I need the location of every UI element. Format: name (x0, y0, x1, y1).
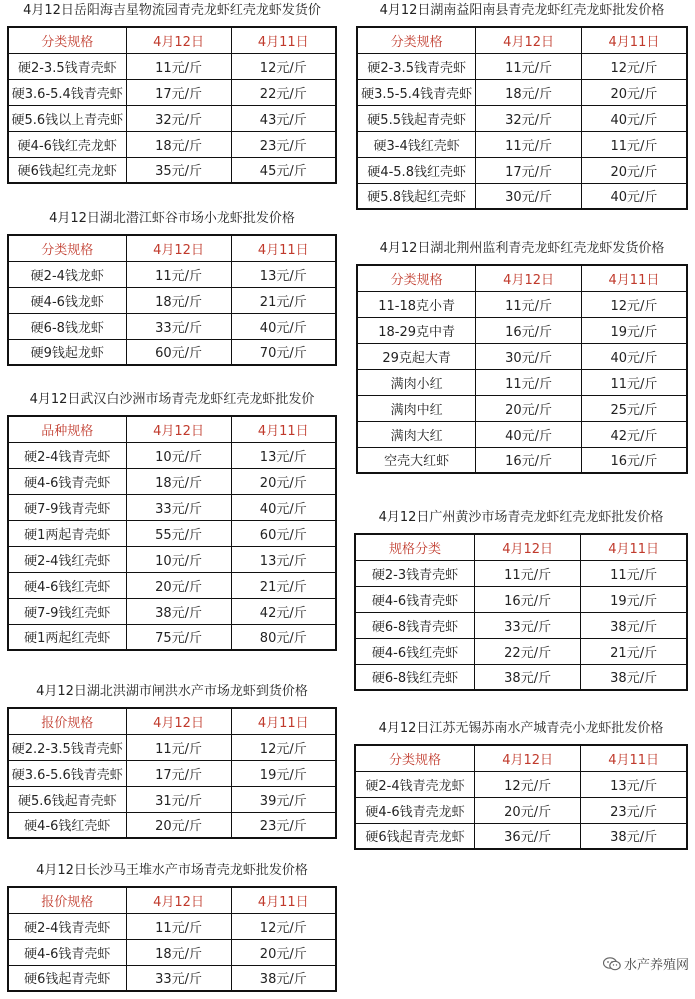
spec-cell: 硬4-6钱青壳虾 (355, 586, 475, 612)
header-date-today: 4月12日 (126, 235, 231, 261)
price-block-wuxi (354, 720, 688, 850)
table-row (355, 638, 687, 664)
spec-cell: 硬5.6钱起青壳虾 (8, 786, 126, 812)
price-cell: 11元/斤 (126, 734, 231, 760)
table-header-row (8, 887, 336, 913)
table-header-row (357, 265, 687, 291)
price-cell: 11元/斤 (581, 131, 687, 157)
table-row (8, 939, 336, 965)
spec-cell: 硬2-4钱青壳虾 (8, 913, 126, 939)
table-row (8, 287, 336, 313)
price-block-huangsha (354, 509, 688, 691)
price-cell: 12元/斤 (231, 734, 336, 760)
price-cell: 21元/斤 (581, 638, 687, 664)
table-title: 4月12日岳阳海吉星物流园青壳龙虾红壳龙虾发货价 (23, 3, 321, 18)
table-header-row (8, 416, 336, 442)
price-block-yueyang (7, 2, 337, 184)
price-cell: 40元/斤 (581, 183, 687, 209)
table-title: 4月12日长沙马王堆水产市场青壳龙虾批发价格 (36, 863, 308, 878)
price-cell: 13元/斤 (231, 546, 336, 572)
price-table (7, 26, 337, 184)
price-table (7, 707, 337, 839)
price-cell: 31元/斤 (126, 786, 231, 812)
header-spec: 分类规格 (8, 235, 126, 261)
header-spec: 报价规格 (8, 887, 126, 913)
header-date-prev: 4月11日 (231, 235, 336, 261)
price-cell: 19元/斤 (581, 586, 687, 612)
price-cell: 60元/斤 (126, 339, 231, 365)
price-block-yiyang (356, 2, 688, 210)
table-row (8, 468, 336, 494)
price-cell: 20元/斤 (126, 572, 231, 598)
price-cell: 20元/斤 (126, 812, 231, 838)
spec-cell: 硬3.6-5.6钱青壳虾 (8, 760, 126, 786)
price-cell: 16元/斤 (476, 447, 582, 473)
table-row (357, 343, 687, 369)
table-row (8, 520, 336, 546)
spec-cell: 硬5.8钱起红壳虾 (357, 183, 476, 209)
table-row (8, 442, 336, 468)
spec-cell: 硬4-6钱红壳虾 (8, 572, 126, 598)
price-cell: 33元/斤 (126, 965, 231, 991)
table-row (357, 395, 687, 421)
spec-cell: 硬2-4钱青壳虾 (8, 442, 126, 468)
spec-cell: 硬3-4钱红壳虾 (357, 131, 476, 157)
table-row (8, 157, 336, 183)
table-row (8, 546, 336, 572)
watermark-text: 水产养殖网 (623, 958, 689, 973)
price-cell: 38元/斤 (126, 598, 231, 624)
table-row (357, 157, 687, 183)
price-cell: 11元/斤 (476, 369, 582, 395)
header-spec: 分类规格 (357, 265, 476, 291)
price-cell: 11元/斤 (126, 913, 231, 939)
price-cell: 40元/斤 (231, 494, 336, 520)
table-row (8, 261, 336, 287)
price-cell: 19元/斤 (231, 760, 336, 786)
price-table (354, 533, 688, 691)
header-date-today: 4月12日 (476, 27, 582, 53)
price-cell: 20元/斤 (475, 797, 581, 823)
header-date-prev: 4月11日 (231, 416, 336, 442)
spec-cell: 硬2-4钱红壳虾 (8, 546, 126, 572)
spec-cell: 硬6钱起红壳龙虾 (8, 157, 126, 183)
price-block-baishazhou (7, 391, 337, 651)
price-cell: 42元/斤 (581, 421, 687, 447)
spec-cell: 硬4-6钱红壳虾 (355, 638, 475, 664)
price-cell: 22元/斤 (231, 79, 336, 105)
header-date-today: 4月12日 (126, 27, 231, 53)
table-row (8, 598, 336, 624)
price-cell: 17元/斤 (476, 157, 582, 183)
table-row (8, 965, 336, 991)
header-date-prev: 4月11日 (581, 534, 687, 560)
price-cell: 17元/斤 (126, 760, 231, 786)
price-cell: 18元/斤 (126, 131, 231, 157)
table-row (8, 53, 336, 79)
price-cell: 33元/斤 (126, 494, 231, 520)
price-table (354, 744, 688, 850)
table-title: 4月12日湖北潜江虾谷市场小龙虾批发价格 (49, 211, 295, 226)
price-cell: 12元/斤 (231, 913, 336, 939)
price-cell: 18元/斤 (126, 287, 231, 313)
price-cell: 11元/斤 (581, 560, 687, 586)
spec-cell: 11-18克小青 (357, 291, 476, 317)
price-cell: 38元/斤 (581, 612, 687, 638)
price-cell: 18元/斤 (126, 939, 231, 965)
spec-cell: 满肉小红 (357, 369, 476, 395)
spec-cell: 满肉中红 (357, 395, 476, 421)
spec-cell: 硬2-3.5钱青壳虾 (8, 53, 126, 79)
spec-cell: 空壳大红虾 (357, 447, 476, 473)
table-row (357, 105, 687, 131)
table-row (357, 369, 687, 395)
table-title: 4月12日广州黄沙市场青壳龙虾红壳龙虾批发价格 (378, 510, 664, 525)
spec-cell: 硬4-6钱青壳龙虾 (355, 797, 475, 823)
table-header-row (355, 534, 687, 560)
spec-cell: 硬3.6-5.4钱青壳虾 (8, 79, 126, 105)
header-date-prev: 4月11日 (231, 708, 336, 734)
spec-cell: 硬5.5钱起青壳虾 (357, 105, 476, 131)
table-row (8, 131, 336, 157)
header-spec: 分类规格 (355, 745, 475, 771)
price-cell: 38元/斤 (231, 965, 336, 991)
spec-cell: 硬5.6钱以上青壳虾 (8, 105, 126, 131)
spec-cell: 硬1两起青壳虾 (8, 520, 126, 546)
table-row (355, 823, 687, 849)
price-cell: 23元/斤 (231, 131, 336, 157)
price-cell: 18元/斤 (126, 468, 231, 494)
spec-cell: 硬6-8钱青壳虾 (355, 612, 475, 638)
price-table (7, 234, 337, 366)
table-row (355, 586, 687, 612)
price-cell: 55元/斤 (126, 520, 231, 546)
price-cell: 12元/斤 (581, 53, 687, 79)
table-row (8, 786, 336, 812)
header-date-today: 4月12日 (476, 265, 582, 291)
table-row (357, 317, 687, 343)
table-row (8, 624, 336, 650)
table-row (357, 131, 687, 157)
price-cell: 11元/斤 (126, 261, 231, 287)
header-date-prev: 4月11日 (231, 887, 336, 913)
price-cell: 36元/斤 (475, 823, 581, 849)
price-cell: 11元/斤 (126, 53, 231, 79)
table-row (8, 313, 336, 339)
header-date-prev: 4月11日 (581, 27, 687, 53)
price-cell: 21元/斤 (231, 572, 336, 598)
price-cell: 10元/斤 (126, 442, 231, 468)
price-cell: 38元/斤 (581, 823, 687, 849)
price-cell: 30元/斤 (476, 343, 582, 369)
header-spec: 规格分类 (355, 534, 475, 560)
spec-cell: 硬2-4钱龙虾 (8, 261, 126, 287)
price-cell: 40元/斤 (476, 421, 582, 447)
spec-cell: 硬2-4钱青壳龙虾 (355, 771, 475, 797)
price-cell: 17元/斤 (126, 79, 231, 105)
table-header-row (8, 27, 336, 53)
spec-cell: 硬6钱起青壳龙虾 (355, 823, 475, 849)
table-header-row (8, 235, 336, 261)
table-row (357, 53, 687, 79)
table-row (8, 339, 336, 365)
spec-cell: 硬4-6钱红壳龙虾 (8, 131, 126, 157)
header-date-prev: 4月11日 (231, 27, 336, 53)
price-block-honghu (7, 683, 337, 839)
spec-cell: 硬4-6钱青壳虾 (8, 468, 126, 494)
spec-cell: 硬2-3.5钱青壳虾 (357, 53, 476, 79)
price-cell: 38元/斤 (581, 664, 687, 690)
table-title: 4月12日武汉白沙洲市场青壳龙虾红壳龙虾批发价 (29, 392, 315, 407)
price-cell: 40元/斤 (231, 313, 336, 339)
price-cell: 19元/斤 (581, 317, 687, 343)
spec-cell: 硬1两起红壳虾 (8, 624, 126, 650)
spec-cell: 18-29克中青 (357, 317, 476, 343)
price-block-jianli (356, 240, 688, 474)
spec-cell: 硬9钱起龙虾 (8, 339, 126, 365)
price-cell: 75元/斤 (126, 624, 231, 650)
table-row (355, 797, 687, 823)
spec-cell: 硬3.5-5.4钱青壳虾 (357, 79, 476, 105)
price-cell: 11元/斤 (476, 291, 582, 317)
table-header-row (355, 745, 687, 771)
price-cell: 40元/斤 (581, 105, 687, 131)
price-cell: 25元/斤 (581, 395, 687, 421)
table-row (8, 79, 336, 105)
table-title: 4月12日湖南益阳南县青壳龙虾红壳龙虾批发价格 (379, 3, 665, 18)
table-row (8, 913, 336, 939)
price-cell: 70元/斤 (231, 339, 336, 365)
price-cell: 35元/斤 (126, 157, 231, 183)
price-cell: 20元/斤 (476, 395, 582, 421)
price-cell: 11元/斤 (475, 560, 581, 586)
table-row (357, 183, 687, 209)
price-table (7, 415, 337, 651)
header-date-prev: 4月11日 (581, 265, 687, 291)
price-cell: 16元/斤 (581, 447, 687, 473)
table-title: 4月12日江苏无锡苏南水产城青壳小龙虾批发价格 (378, 721, 664, 736)
price-cell: 40元/斤 (581, 343, 687, 369)
header-spec: 分类规格 (8, 27, 126, 53)
price-cell: 18元/斤 (476, 79, 582, 105)
price-cell: 22元/斤 (475, 638, 581, 664)
spec-cell: 硬4-6钱青壳虾 (8, 939, 126, 965)
price-cell: 11元/斤 (581, 369, 687, 395)
table-header-row (8, 708, 336, 734)
table-row (355, 560, 687, 586)
spec-cell: 硬7-9钱红壳虾 (8, 598, 126, 624)
price-cell: 45元/斤 (231, 157, 336, 183)
table-row (355, 612, 687, 638)
price-table (356, 264, 688, 474)
table-title: 4月12日湖北洪湖市闸洪水产市场龙虾到货价格 (36, 684, 308, 699)
table-row (355, 771, 687, 797)
price-cell: 12元/斤 (231, 53, 336, 79)
price-cell: 13元/斤 (231, 442, 336, 468)
header-date-today: 4月12日 (126, 887, 231, 913)
header-date-today: 4月12日 (126, 416, 231, 442)
price-cell: 33元/斤 (475, 612, 581, 638)
price-cell: 23元/斤 (231, 812, 336, 838)
price-block-changsha (7, 862, 337, 992)
price-cell: 42元/斤 (231, 598, 336, 624)
header-date-today: 4月12日 (475, 745, 581, 771)
price-cell: 80元/斤 (231, 624, 336, 650)
price-cell: 30元/斤 (476, 183, 582, 209)
price-cell: 38元/斤 (475, 664, 581, 690)
spec-cell: 硬6钱起青壳虾 (8, 965, 126, 991)
header-spec: 报价规格 (8, 708, 126, 734)
price-cell: 32元/斤 (126, 105, 231, 131)
price-cell: 60元/斤 (231, 520, 336, 546)
table-row (8, 760, 336, 786)
table-row (8, 572, 336, 598)
price-cell: 20元/斤 (231, 468, 336, 494)
price-cell: 21元/斤 (231, 287, 336, 313)
price-cell: 20元/斤 (231, 939, 336, 965)
price-cell: 43元/斤 (231, 105, 336, 131)
spec-cell: 硬4-6钱龙虾 (8, 287, 126, 313)
price-cell: 23元/斤 (581, 797, 687, 823)
price-cell: 12元/斤 (581, 291, 687, 317)
wechat-icon (603, 957, 621, 971)
header-spec: 分类规格 (357, 27, 476, 53)
table-row (8, 494, 336, 520)
header-date-today: 4月12日 (475, 534, 581, 560)
price-cell: 39元/斤 (231, 786, 336, 812)
spec-cell: 满肉大红 (357, 421, 476, 447)
spec-cell: 硬4-5.8钱红壳虾 (357, 157, 476, 183)
price-cell: 33元/斤 (126, 313, 231, 339)
price-cell: 20元/斤 (581, 79, 687, 105)
header-spec: 品种规格 (8, 416, 126, 442)
spec-cell: 硬2.2-3.5钱青壳虾 (8, 734, 126, 760)
spec-cell: 硬2-3钱青壳虾 (355, 560, 475, 586)
table-row (8, 105, 336, 131)
table-row (357, 291, 687, 317)
price-cell: 13元/斤 (581, 771, 687, 797)
spec-cell: 硬4-6钱红壳虾 (8, 812, 126, 838)
header-date-prev: 4月11日 (581, 745, 687, 771)
price-cell: 12元/斤 (475, 771, 581, 797)
table-row (355, 664, 687, 690)
price-table (7, 886, 337, 992)
price-cell: 10元/斤 (126, 546, 231, 572)
watermark (603, 954, 689, 973)
table-row (357, 447, 687, 473)
table-row (357, 421, 687, 447)
spec-cell: 硬7-9钱青壳虾 (8, 494, 126, 520)
price-cell: 11元/斤 (476, 131, 582, 157)
table-row (8, 734, 336, 760)
price-cell: 16元/斤 (475, 586, 581, 612)
price-cell: 32元/斤 (476, 105, 582, 131)
table-title: 4月12日湖北荆州监利青壳龙虾红壳龙虾发货价格 (379, 241, 665, 256)
price-cell: 20元/斤 (581, 157, 687, 183)
spec-cell: 硬6-8钱红壳虾 (355, 664, 475, 690)
price-cell: 13元/斤 (231, 261, 336, 287)
price-table (356, 26, 688, 210)
table-row (357, 79, 687, 105)
header-date-today: 4月12日 (126, 708, 231, 734)
table-header-row (357, 27, 687, 53)
price-cell: 16元/斤 (476, 317, 582, 343)
price-cell: 11元/斤 (476, 53, 582, 79)
spec-cell: 29克起大青 (357, 343, 476, 369)
spec-cell: 硬6-8钱龙虾 (8, 313, 126, 339)
table-row (8, 812, 336, 838)
price-block-qianjiang (7, 210, 337, 366)
